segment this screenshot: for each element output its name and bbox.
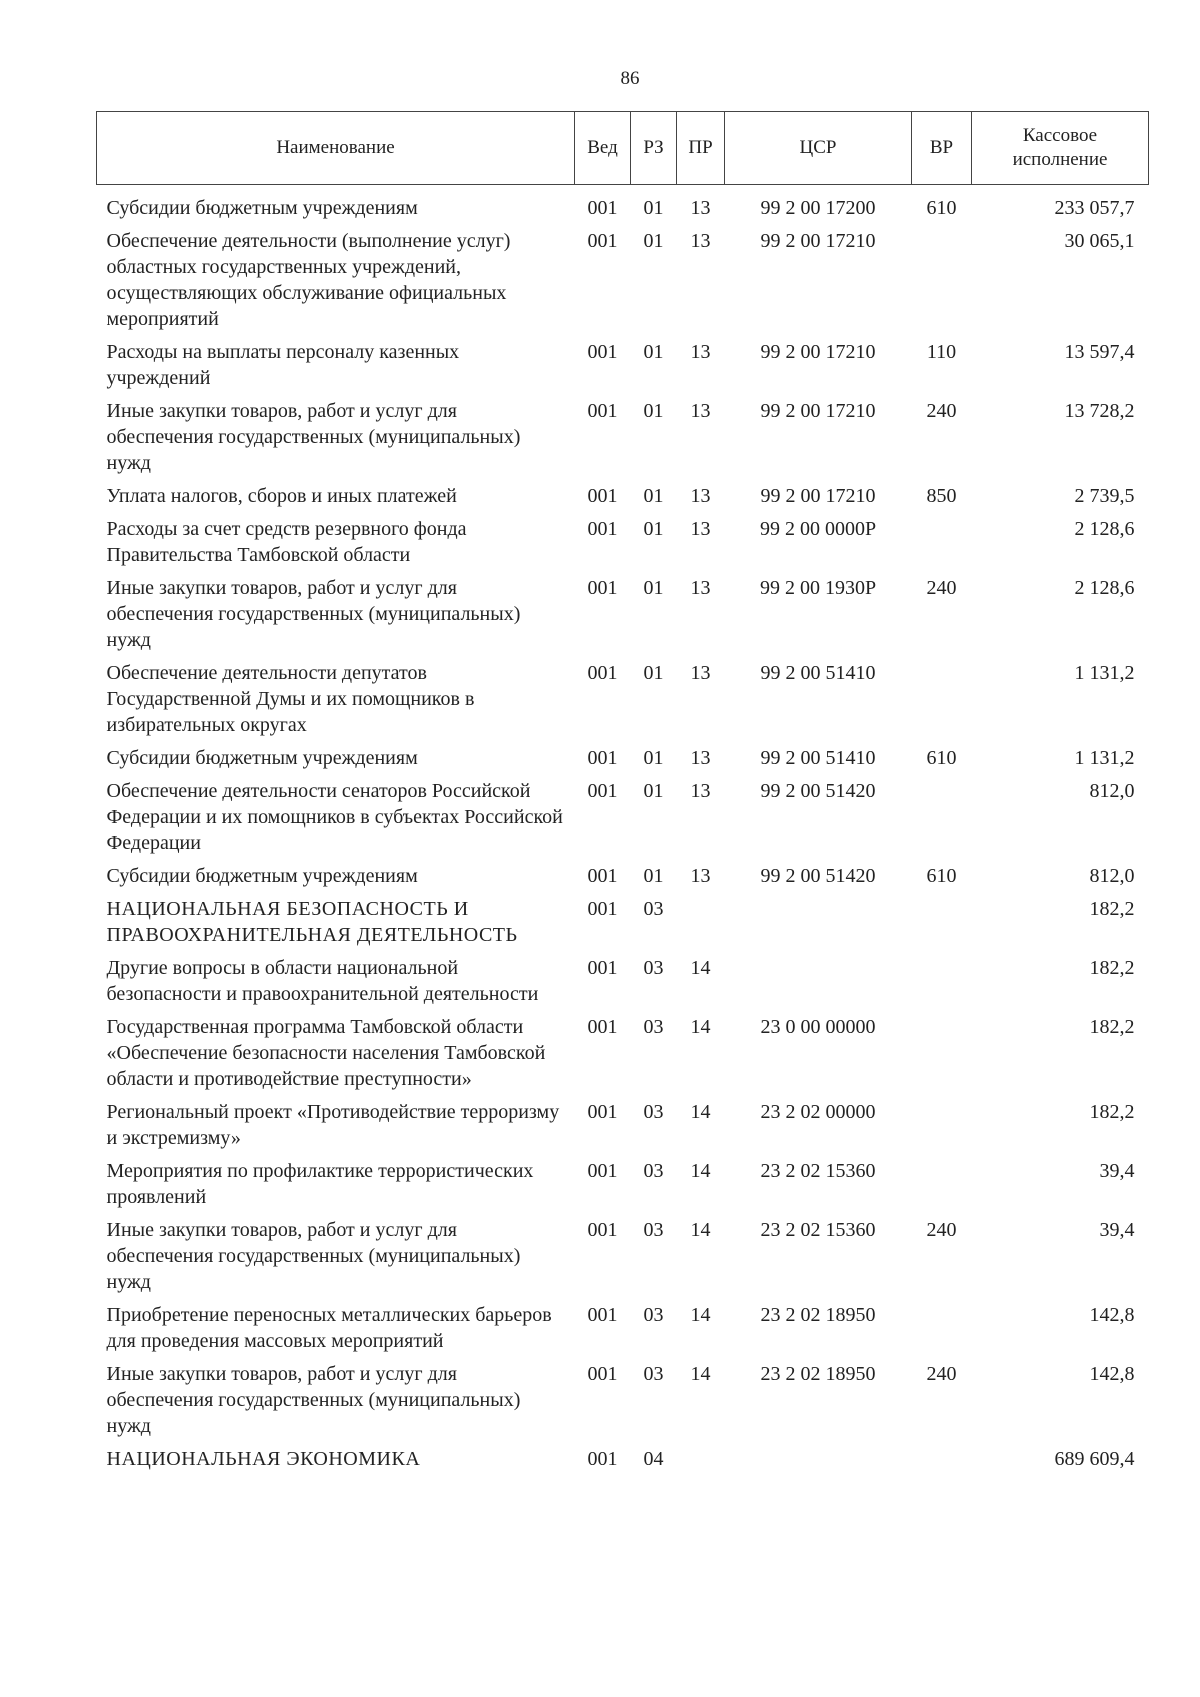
table-row xyxy=(97,185,1149,229)
cell-vr xyxy=(912,778,972,863)
cell-csr: 99 2 00 51420 xyxy=(760,780,876,802)
cell-pr: 13 xyxy=(690,747,711,769)
cell-ved: 001 xyxy=(587,662,618,684)
table-row xyxy=(97,575,1149,660)
cell-ved: 001 xyxy=(587,1219,618,1241)
table-row xyxy=(97,1158,1149,1217)
cell-pr: 14 xyxy=(690,1304,711,1326)
cell-name: НАЦИОНАЛЬНАЯ БЕЗОПАСНОСТЬ И ПРАВООХРАНИТЕЛЬНАЯ ДЕЯТЕЛЬНОСТЬ xyxy=(106,898,518,946)
cell-sum: 142,8 xyxy=(1089,1304,1135,1326)
cell-name: Субсидии бюджетным учреждениям xyxy=(106,747,418,769)
cell-vr xyxy=(912,1099,972,1158)
table-header xyxy=(97,112,1149,185)
cell-rz: 01 xyxy=(643,747,664,769)
cell-pr: 14 xyxy=(690,957,711,979)
cell-vr: 240 xyxy=(926,400,957,422)
table-row xyxy=(97,745,1149,778)
cell-ved: 001 xyxy=(587,230,618,252)
table-row xyxy=(97,863,1149,896)
cell-pr: 13 xyxy=(690,577,711,599)
table-row xyxy=(97,1446,1149,1479)
header-ved: Вед xyxy=(575,112,631,185)
table-row xyxy=(97,1099,1149,1158)
header-pr: ПР xyxy=(677,112,725,185)
cell-vr xyxy=(912,660,972,745)
cell-pr: 14 xyxy=(690,1219,711,1241)
cell-rz: 01 xyxy=(643,780,664,802)
cell-name: Субсидии бюджетным учреждениям xyxy=(106,197,418,219)
cell-rz: 01 xyxy=(643,230,664,252)
cell-rz: 03 xyxy=(643,1101,664,1123)
cell-vr: 110 xyxy=(926,341,957,363)
cell-ved: 001 xyxy=(587,957,618,979)
cell-sum: 182,2 xyxy=(1089,1101,1135,1123)
cell-csr xyxy=(725,896,912,955)
table-row xyxy=(97,339,1149,398)
cell-rz: 01 xyxy=(643,865,664,887)
cell-sum: 1 131,2 xyxy=(1074,747,1135,769)
cell-name: Обеспечение деятельности депутатов Государственной Думы и их помощников в избирательных округах xyxy=(106,662,475,736)
cell-name: Обеспечение деятельности сенаторов Российской Федерации и их помощников в субъектах Российской Федерации xyxy=(106,780,563,854)
cell-sum: 689 609,4 xyxy=(1054,1448,1135,1470)
cell-name: Мероприятия по профилактике террористических проявлений xyxy=(106,1160,534,1208)
cell-pr: 13 xyxy=(690,230,711,252)
cell-csr: 23 2 02 18950 xyxy=(760,1304,876,1326)
cell-rz: 03 xyxy=(643,1160,664,1182)
cell-csr: 99 2 00 17200 xyxy=(760,197,876,219)
table-row xyxy=(97,1014,1149,1099)
cell-rz: 01 xyxy=(643,197,664,219)
cell-ved: 001 xyxy=(587,400,618,422)
table-row xyxy=(97,1302,1149,1361)
cell-sum: 233 057,7 xyxy=(1054,197,1135,219)
cell-csr: 99 2 00 0000Р xyxy=(759,518,877,540)
cell-ved: 001 xyxy=(587,780,618,802)
cell-ved: 001 xyxy=(587,197,618,219)
cell-sum: 142,8 xyxy=(1089,1363,1135,1385)
header-sum: Кассовое исполнение xyxy=(972,112,1149,185)
cell-rz: 03 xyxy=(643,898,664,920)
cell-rz: 03 xyxy=(643,1219,664,1241)
cell-csr xyxy=(725,1446,912,1479)
table-row xyxy=(97,516,1149,575)
cell-pr: 13 xyxy=(690,197,711,219)
header-vr: ВР xyxy=(912,112,972,185)
cell-sum: 30 065,1 xyxy=(1064,230,1135,252)
cell-vr: 240 xyxy=(926,577,957,599)
cell-pr: 14 xyxy=(690,1101,711,1123)
cell-rz: 03 xyxy=(643,1363,664,1385)
cell-sum: 13 597,4 xyxy=(1064,341,1135,363)
cell-pr: 13 xyxy=(690,780,711,802)
cell-vr xyxy=(912,516,972,575)
header-name: Наименование xyxy=(97,112,575,185)
cell-ved: 001 xyxy=(587,1016,618,1038)
cell-pr: 13 xyxy=(690,400,711,422)
cell-rz: 01 xyxy=(643,400,664,422)
page-number: 86 xyxy=(620,68,640,89)
cell-ved: 001 xyxy=(587,747,618,769)
cell-vr: 240 xyxy=(926,1363,957,1385)
cell-csr: 99 2 00 51410 xyxy=(760,747,876,769)
cell-sum: 1 131,2 xyxy=(1074,662,1135,684)
table-row xyxy=(97,896,1149,955)
table-row xyxy=(97,955,1149,1014)
cell-ved: 001 xyxy=(587,898,618,920)
cell-sum: 39,4 xyxy=(1099,1219,1135,1241)
cell-rz: 01 xyxy=(643,341,664,363)
cell-vr: 610 xyxy=(926,865,957,887)
cell-sum: 13 728,2 xyxy=(1064,400,1135,422)
cell-name: Приобретение переносных металлических барьеров для проведения массовых мероприятий xyxy=(106,1304,552,1352)
cell-sum: 182,2 xyxy=(1089,898,1135,920)
cell-ved: 001 xyxy=(587,1448,618,1470)
cell-ved: 001 xyxy=(587,1363,618,1385)
cell-name: Иные закупки товаров, работ и услуг для обеспечения государственных (муниципальных) нужд xyxy=(106,1219,521,1293)
cell-sum: 182,2 xyxy=(1089,957,1135,979)
cell-csr: 23 2 02 18950 xyxy=(760,1363,876,1385)
cell-ved: 001 xyxy=(587,577,618,599)
table-row xyxy=(97,778,1149,863)
cell-rz: 01 xyxy=(643,662,664,684)
budget-table-container xyxy=(96,111,1148,1479)
cell-sum: 39,4 xyxy=(1099,1160,1135,1182)
cell-csr: 99 2 00 51420 xyxy=(760,865,876,887)
cell-csr xyxy=(725,955,912,1014)
cell-pr: 13 xyxy=(690,485,711,507)
cell-name: Другие вопросы в области национальной безопасности и правоохранительной деятельности xyxy=(106,957,539,1005)
cell-vr xyxy=(912,228,972,339)
cell-name: Субсидии бюджетным учреждениям xyxy=(106,865,418,887)
table-row xyxy=(97,660,1149,745)
table-row xyxy=(97,1361,1149,1446)
cell-csr: 23 0 00 00000 xyxy=(760,1016,876,1038)
cell-pr xyxy=(677,1446,725,1479)
cell-pr: 14 xyxy=(690,1363,711,1385)
cell-rz: 01 xyxy=(643,485,664,507)
cell-name: Расходы за счет средств резервного фонда Правительства Тамбовской области xyxy=(106,518,467,566)
cell-vr xyxy=(912,1446,972,1479)
cell-csr: 99 2 00 17210 xyxy=(760,341,876,363)
cell-pr: 14 xyxy=(690,1160,711,1182)
cell-vr xyxy=(912,1014,972,1099)
cell-name: Региональный проект «Противодействие терроризму и экстремизму» xyxy=(106,1101,560,1149)
cell-sum: 2 128,6 xyxy=(1074,518,1135,540)
cell-name: НАЦИОНАЛЬНАЯ ЭКОНОМИКА xyxy=(106,1448,421,1470)
cell-sum: 2 128,6 xyxy=(1074,577,1135,599)
header-row xyxy=(97,112,1149,185)
cell-pr: 14 xyxy=(690,1016,711,1038)
cell-csr: 99 2 00 17210 xyxy=(760,230,876,252)
header-rz: РЗ xyxy=(631,112,677,185)
table-row xyxy=(97,483,1149,516)
cell-vr: 610 xyxy=(926,747,957,769)
cell-rz: 04 xyxy=(643,1448,664,1470)
cell-ved: 001 xyxy=(587,1304,618,1326)
cell-name: Иные закупки товаров, работ и услуг для обеспечения государственных (муниципальных) нужд xyxy=(106,400,521,474)
cell-csr: 23 2 02 15360 xyxy=(760,1219,876,1241)
cell-sum: 812,0 xyxy=(1089,865,1135,887)
cell-vr: 610 xyxy=(926,197,957,219)
cell-rz: 03 xyxy=(643,1304,664,1326)
cell-csr: 23 2 02 15360 xyxy=(760,1160,876,1182)
cell-pr: 13 xyxy=(690,341,711,363)
cell-sum: 812,0 xyxy=(1089,780,1135,802)
cell-sum: 2 739,5 xyxy=(1074,485,1135,507)
cell-rz: 03 xyxy=(643,1016,664,1038)
cell-ved: 001 xyxy=(587,1160,618,1182)
cell-sum: 182,2 xyxy=(1089,1016,1135,1038)
cell-vr xyxy=(912,1158,972,1217)
cell-pr: 13 xyxy=(690,865,711,887)
cell-name: Иные закупки товаров, работ и услуг для обеспечения государственных (муниципальных) нужд xyxy=(106,1363,521,1437)
cell-vr xyxy=(912,955,972,1014)
cell-vr xyxy=(912,1302,972,1361)
cell-ved: 001 xyxy=(587,865,618,887)
cell-name: Иные закупки товаров, работ и услуг для обеспечения государственных (муниципальных) нужд xyxy=(106,577,521,651)
cell-pr: 13 xyxy=(690,662,711,684)
cell-name: Уплата налогов, сборов и иных платежей xyxy=(106,485,457,507)
cell-rz: 01 xyxy=(643,518,664,540)
cell-ved: 001 xyxy=(587,518,618,540)
cell-csr: 99 2 00 1930Р xyxy=(759,577,877,599)
cell-name: Государственная программа Тамбовской области «Обеспечение безопасности населения Тамбовской области и противодействие преступности» xyxy=(106,1016,546,1090)
table-body xyxy=(97,185,1149,1480)
cell-ved: 001 xyxy=(587,341,618,363)
cell-name: Обеспечение деятельности (выполнение услуг) областных государственных учреждений, осуществляющих обслуживание официальных мероприятий xyxy=(106,230,511,330)
header-csr: ЦСР xyxy=(725,112,912,185)
cell-csr: 99 2 00 51410 xyxy=(760,662,876,684)
table-row xyxy=(97,398,1149,483)
cell-ved: 001 xyxy=(587,1101,618,1123)
table-row xyxy=(97,228,1149,339)
cell-ved: 001 xyxy=(587,485,618,507)
cell-rz: 03 xyxy=(643,957,664,979)
budget-execution-table xyxy=(96,111,1149,1479)
cell-vr: 850 xyxy=(926,485,957,507)
cell-vr xyxy=(912,896,972,955)
cell-vr: 240 xyxy=(926,1219,957,1241)
cell-csr: 23 2 02 00000 xyxy=(760,1101,876,1123)
cell-name: Расходы на выплаты персоналу казенных учреждений xyxy=(106,341,460,389)
table-row xyxy=(97,1217,1149,1302)
cell-csr: 99 2 00 17210 xyxy=(760,485,876,507)
cell-pr: 13 xyxy=(690,518,711,540)
cell-rz: 01 xyxy=(643,577,664,599)
cell-csr: 99 2 00 17210 xyxy=(760,400,876,422)
cell-pr xyxy=(677,896,725,955)
